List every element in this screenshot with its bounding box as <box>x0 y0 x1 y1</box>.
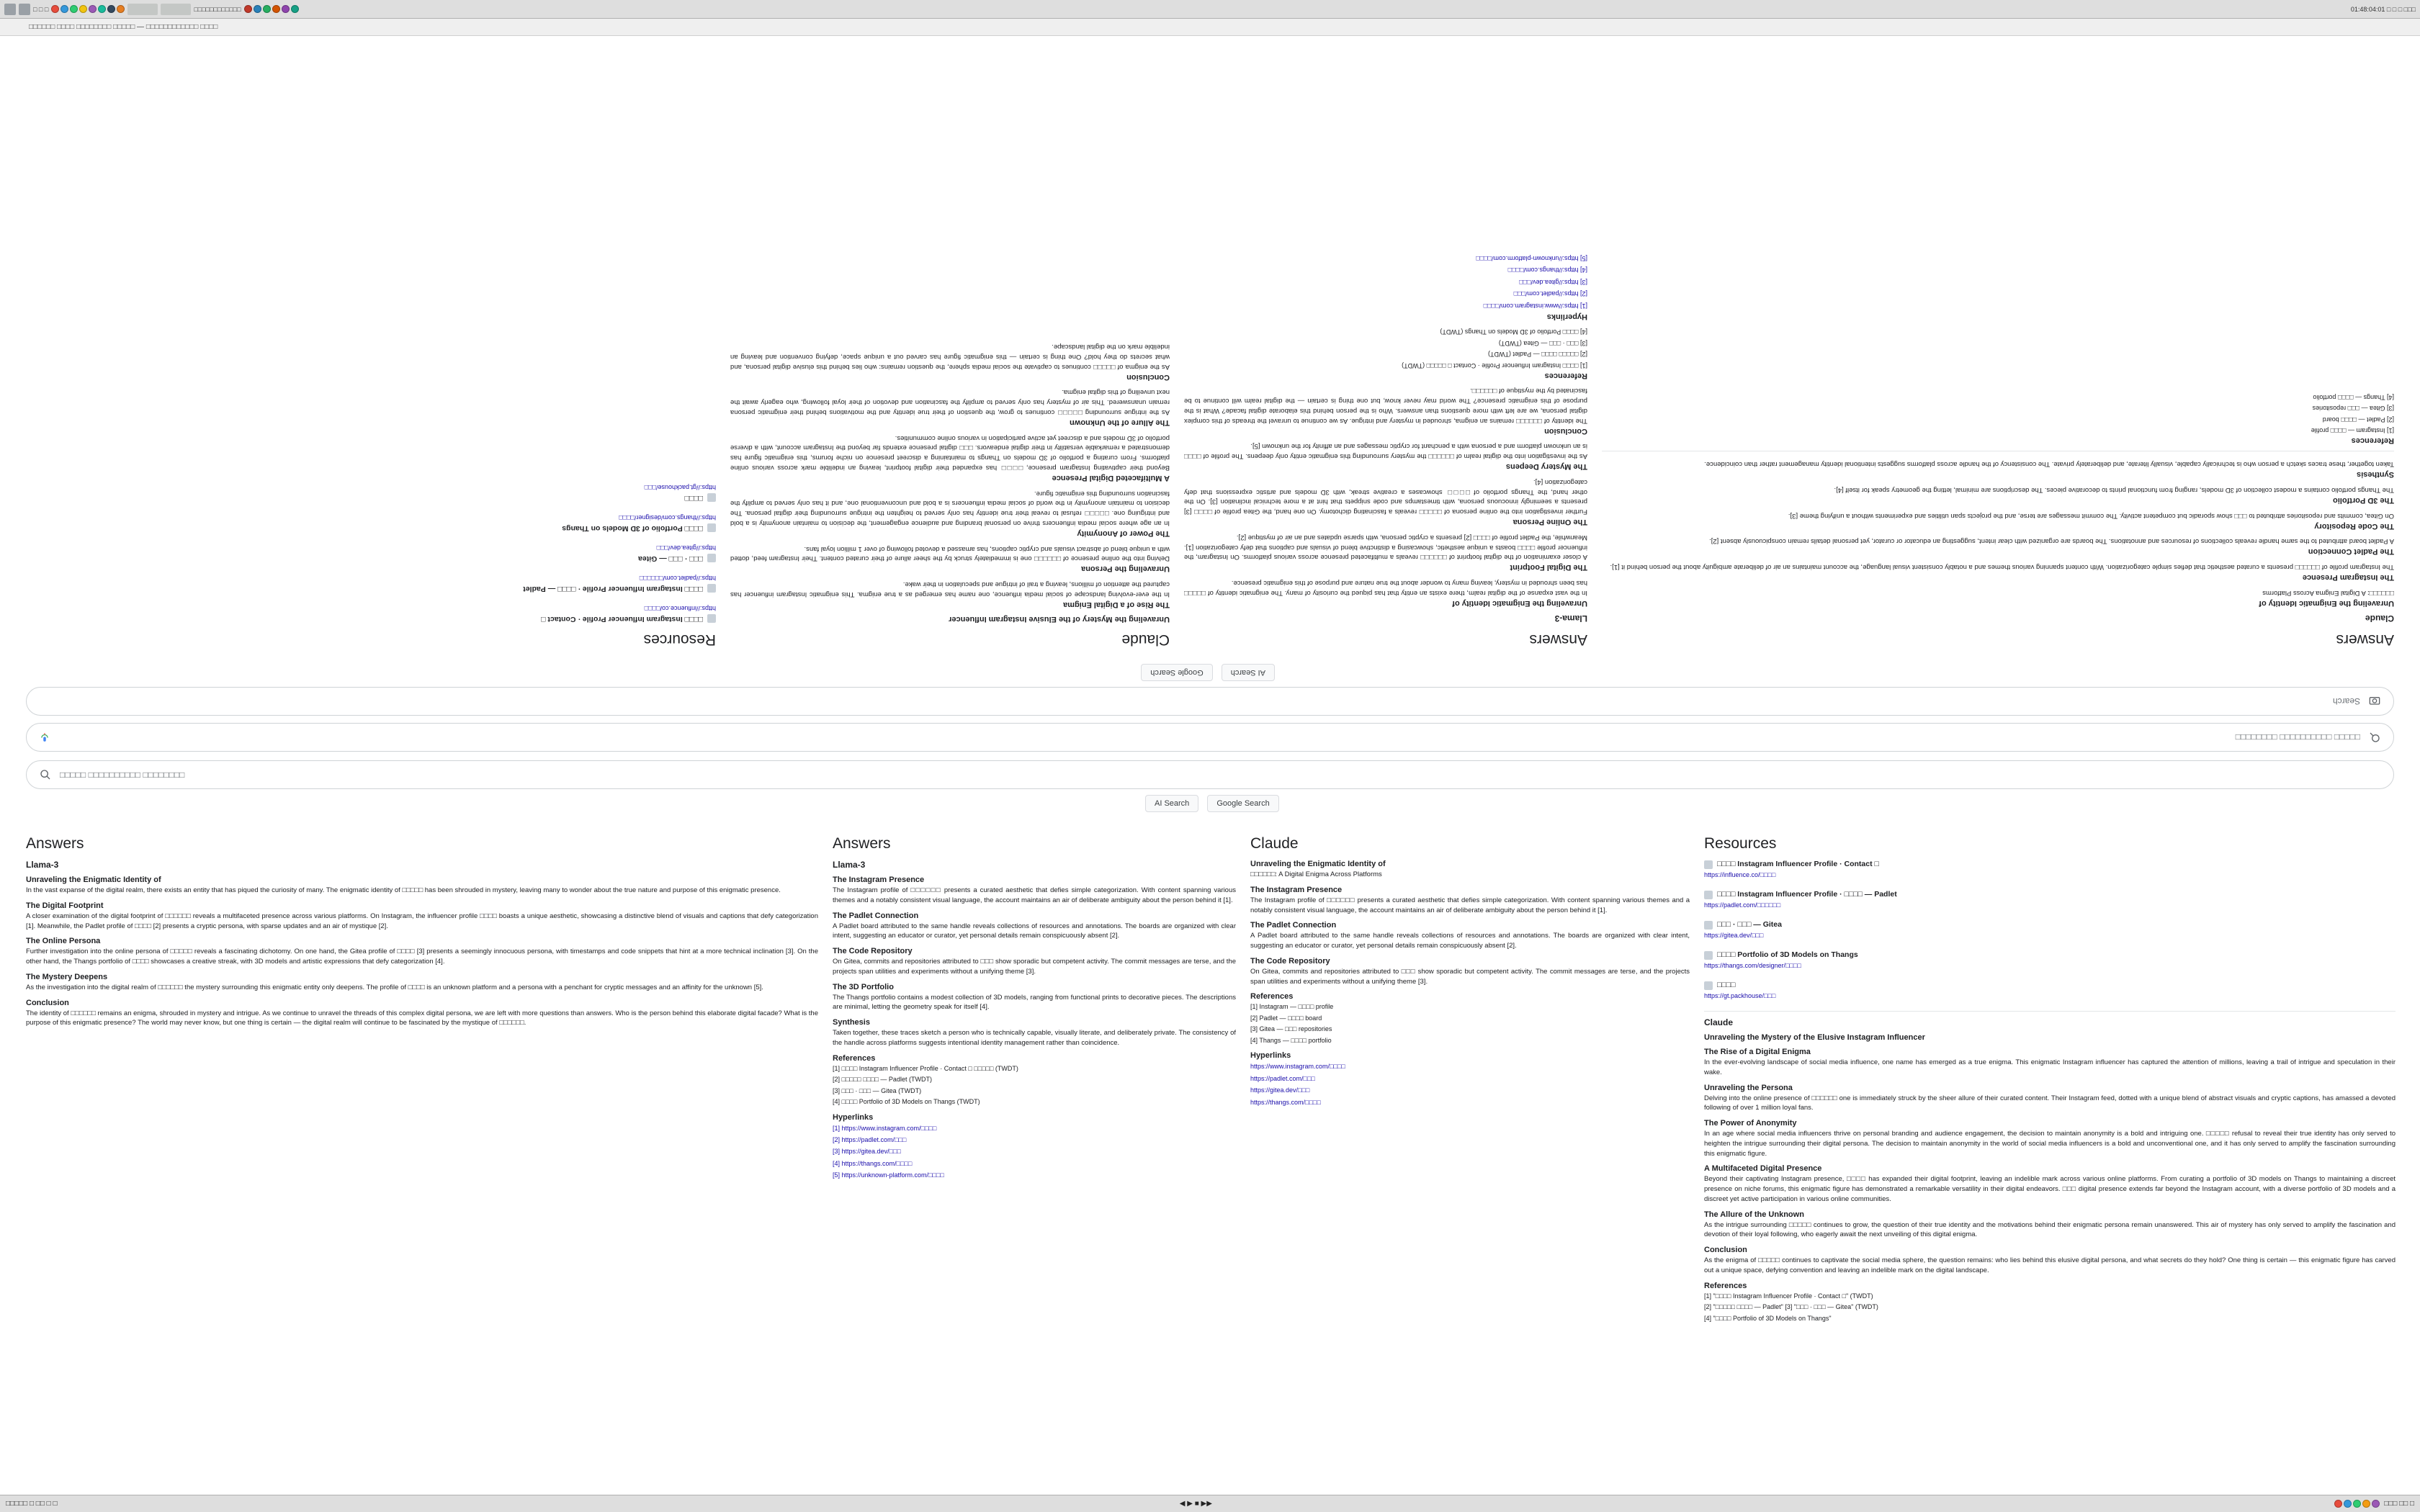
section-head: The Padlet Connection <box>2308 547 2394 557</box>
hyperlink-item[interactable]: https://www.instagram.com/□□□□ <box>1250 1063 1345 1071</box>
hyperlink-item[interactable]: https://padlet.com/□□□ <box>1250 1074 1315 1082</box>
app-icon[interactable] <box>4 4 16 15</box>
column-answers-b <box>1184 50 1587 648</box>
section-text: A Padlet board attributed to the same handle reveals collections of resources and annotations. The boards are organized with clear intent, suggesting an educator or curator, yet personal details remain conspicuously absent [2]. <box>1250 932 1690 950</box>
section-head: The Allure of the Unknown <box>1704 1210 1804 1219</box>
search-input-row-secondary[interactable] <box>26 687 2394 716</box>
hyperlink-item[interactable]: [5] https://unknown-platform.com/□□□□ <box>833 1171 944 1179</box>
resource-title[interactable]: □□□□ Instagram Influencer Profile · Contact □ <box>541 615 703 624</box>
resource-item[interactable] <box>1704 890 2396 909</box>
section-text: A Padlet board attributed to the same handle reveals collections of resources and annotations. The boards are organized with clear intent, suggesting an educator or curator, yet personal details remain conspicuously absent [2]. <box>1709 537 2394 546</box>
section-head: The Digital Footprint <box>26 901 104 910</box>
section-head: The Rise of a Digital Enigma <box>1704 1048 1811 1056</box>
answer-paragraph: □□□□□□: A Digital Enigma Across Platforms <box>1250 870 1382 878</box>
favicon-icon <box>707 584 716 593</box>
hyperlink-item[interactable]: [1] https://www.instagram.com/□□□□ <box>1483 302 1587 310</box>
reference-item: [4] □□□□ Portfolio of 3D Models on Thangs (TWDT) <box>833 1098 980 1106</box>
section-head: The Power of Anonymity <box>1077 528 1170 538</box>
reference-item: [1] □□□□ Instagram Influencer Profile · Contact □ □□□□□ (TWDT) <box>833 1064 1018 1072</box>
section-head: The Power of Anonymity <box>1704 1119 1797 1128</box>
section-text: The Instagram profile of □□□□□□ presents a curated aesthetic that defies simple categorization. With content spanning various themes and a notably consistent visual language, the account maintains an air of deliberate ambiguity about the person behind it [1]. <box>1610 563 2394 572</box>
model-name-llama-2: Llama-3 <box>833 860 866 870</box>
resource-item[interactable] <box>24 575 716 593</box>
section-head: Conclusion <box>1704 1246 1747 1255</box>
camera-icon <box>2369 696 2380 707</box>
taskbar-right-label: □□□ □□ □ <box>2384 1500 2415 1508</box>
reference-item: [3] Gitea — □□□ repositories <box>1250 1025 1332 1033</box>
taskbar-left-label: □□□□□ □ □□ □ □ <box>6 1500 58 1508</box>
hyperlink-item[interactable]: [2] https://padlet.com/□□□ <box>833 1136 907 1144</box>
model-name-llama: Llama-3 <box>26 860 59 870</box>
section-text: As the enigma of □□□□□ continues to captivate the social media sphere, the question remains: who lies behind this elusive digital persona, and what secrets do they hold? One thing is certain — this enigmatic figure has carved out a unique space, defying convention and leaving an indelible mark on the digital landscape. <box>1704 1256 2396 1274</box>
references-head: References <box>833 1053 876 1063</box>
content-columns <box>26 835 2394 1469</box>
google-search-button[interactable]: Google Search <box>1207 795 1278 812</box>
section-head: Conclusion <box>26 998 69 1007</box>
toolbar-button[interactable] <box>127 4 158 15</box>
reference-item: [2] "□□□□□ □□□□ — Padlet" [3] "□□□ · □□□ — Gitea" (TWDT) <box>1704 1303 1878 1311</box>
os-taskbar[interactable] <box>0 1495 2420 1512</box>
reference-item: [1] □□□□ Instagram Influencer Profile · Contact □ □□□□□ (TWDT) <box>1402 361 1587 369</box>
model-name: Claude <box>2365 613 2394 624</box>
reference-item: [1] Instagram — □□□□ profile <box>1250 1003 1334 1011</box>
answer-title: Unraveling the Mystery of the Elusive Instagram Influencer <box>1704 1033 1925 1042</box>
column-claude-answer <box>1250 835 1690 1469</box>
reference-list <box>1184 327 1587 370</box>
column-answers-llama <box>26 835 818 1469</box>
resources-heading: Resources <box>643 631 716 648</box>
hyperlinks-head: Hyperlinks <box>833 1112 874 1122</box>
page-region <box>0 756 2420 1495</box>
resource-item[interactable] <box>24 484 716 503</box>
section-head: Synthesis <box>833 1018 870 1027</box>
model-name-claude: Claude <box>1250 835 1299 852</box>
hyperlink-list[interactable] <box>1184 253 1587 311</box>
resource-title[interactable]: □□□□ Instagram Influencer Profile · □□□□ — Padlet <box>1717 890 1897 899</box>
resource-item[interactable] <box>24 544 716 563</box>
search-icon <box>2369 732 2380 743</box>
resource-item[interactable] <box>1704 981 2396 999</box>
tray-icons[interactable] <box>2334 1500 2380 1508</box>
search-area-mirror <box>26 687 2394 752</box>
section-text: In an age where social media influencers thrive on personal branding and audience engagement, the decision to maintain anonymity is a bold and intriguing one. □□□□□ refusal to reveal their true identity has only served to heighten the intrigue surrounding their digital persona. The decision to maintain anonymity in the world of social media influencers is a bold and unconventional one, and it has only served to amplify the fascination surrounding this enigmatic figure. <box>1704 1130 2396 1158</box>
references-head: References <box>1704 1281 1747 1290</box>
resource-url[interactable]: https://gitea.dev/□□□ <box>1704 932 1764 939</box>
section-text: On Gitea, commits and repositories attributed to □□□ show sporadic but competent activity. The commit messages are terse, and the projects span utilities and experiments without a unifying theme [3]. <box>1788 511 2394 520</box>
section-text: The identity of □□□□□□ remains an enigma, shrouded in mystery and intrigue. As we continue to unravel the threads of this complex digital persona, we are left with more questions than answers. Who is the person behind this elaborate digital facade? What is the purpose of this enigmatic presence? The world may never know, but one thing is certain — the digital realm will continue to be fascinated by the mystique of □□□□□□. <box>26 1009 818 1027</box>
resource-item[interactable] <box>24 514 716 533</box>
system-clock: 01:48:04:01 □ □ □ □□□ <box>2350 5 2416 13</box>
section-text: In the ever-evolving landscape of social media influence, one name has emerged as a true enigma. This enigmatic Instagram influencer has captured the attention of millions, leaving a trail of intrigue and speculation in their wake. <box>1704 1058 2396 1076</box>
section-head: The 3D Portfolio <box>2333 495 2394 505</box>
resource-title[interactable]: □□□ · □□□ — Gitea <box>638 554 703 563</box>
section-text: The Instagram profile of □□□□□□ presents a curated aesthetic that defies simple categorization. With content spanning various themes and a notably consistent visual language, the account maintains an air of deliberate ambiguity about the person behind it [1]. <box>833 886 1236 904</box>
resource-url[interactable]: https://gt.packhouse/□□□ <box>644 484 716 491</box>
mirrored-page-region <box>0 36 2420 756</box>
resource-url[interactable]: https://gt.packhouse/□□□ <box>1704 992 1776 999</box>
resource-title[interactable]: □□□□ Instagram Influencer Profile · Contact □ <box>1717 860 1879 868</box>
reference-list <box>1250 1002 1690 1045</box>
section-head: The Code Repository <box>2314 521 2394 531</box>
answers-heading: Answers <box>1529 631 1587 648</box>
section-head: A Multifaceted Digital Presence <box>1052 473 1170 482</box>
reference-item: [2] □□□□□ □□□□ — Padlet (TWDT) <box>833 1076 932 1084</box>
resource-item[interactable] <box>1704 920 2396 939</box>
resource-url[interactable]: https://padlet.com/□□□□□□ <box>1704 901 1781 909</box>
content-columns-mirror <box>26 50 2394 648</box>
section-text: The Thangs portfolio contains a modest collection of 3D models, ranging from functional prints to decorative pieces. The descriptions are minimal, letting the geometry speak for itself [4]. <box>1834 485 2394 494</box>
section-head: The Code Repository <box>833 947 913 956</box>
favicon-icon <box>707 493 716 502</box>
answer-paragraph: In the vast expanse of the digital realm, there exists an entity that has piqued the curiosity of many. The enigmatic identity of □□□□□ has been shrouded in mystery, leaving many to wonder about the true nature and purpose of this enigmatic presence. <box>26 886 781 894</box>
reference-item: [3] □□□ · □□□ — Gitea (TWDT) <box>833 1086 922 1094</box>
resource-url[interactable]: https://thangs.com/designer/□□□□ <box>1704 962 1801 969</box>
section-head: The 3D Portfolio <box>833 982 894 991</box>
section-text: Delving into the online presence of □□□□□□ one is immediately struck by the sheer allure of their curated content. Their Instagram feed, dotted with a unique blend of abstract visuals and cryptic captions, has amassed a devoted following of over 1 million loyal fans. <box>1704 1094 2396 1112</box>
hyperlink-item[interactable]: [3] https://gitea.dev/□□□ <box>1519 278 1587 286</box>
reference-item: [2] Padlet — □□□□ board <box>1250 1014 1322 1022</box>
reference-item: [4] □□□□ Portfolio of 3D Models on Thangs (TWDT) <box>1440 328 1587 336</box>
resource-item[interactable] <box>1704 950 2396 969</box>
page-normal <box>0 756 2420 1476</box>
references-head: References <box>1544 371 1587 380</box>
references-head: References <box>1250 992 1294 1002</box>
section-text: Beyond their captivating Instagram presence, □□□□ has expanded their digital footprint, leaving an indelible mark across various online platforms. From curating a portfolio of 3D models on Thangs to maintaining a discreet presence on niche forums, this enigmatic figure has demonstrated a remarkable versatility in their digital endeavors. □□□ digital presence extends far beyond the Instagram account, with a diverse portfolio of 3D models and a discreet yet active participation in various online communities. <box>1704 1175 2396 1203</box>
reference-item: [2] □□□□□ □□□□ — Padlet (TWDT) <box>1488 351 1587 359</box>
hyperlink-item[interactable]: [3] https://gitea.dev/□□□ <box>833 1148 901 1156</box>
section-text: As the enigma of □□□□□ continues to captivate the social media sphere, the question remains: who lies behind this elusive digital persona, and what secrets do they hold? One thing is certain — this enigmatic figure has carved out a unique space, defying convention and leaving an indelible mark on the digital landscape. <box>730 342 1170 371</box>
search-buttons-mirror[interactable] <box>1141 664 1275 681</box>
favicon-icon <box>707 614 716 623</box>
favicon-icon <box>1704 891 1713 899</box>
section-head: The Instagram Presence <box>1250 885 1343 894</box>
reference-list <box>833 1064 1236 1107</box>
toolbar-button[interactable] <box>161 4 191 15</box>
resource-url[interactable]: https://influence.co/□□□□ <box>644 605 716 612</box>
app-icon[interactable] <box>19 4 30 15</box>
answer-title: Unraveling the Enigmatic Identity of <box>2259 599 2394 608</box>
section-text: A Padlet board attributed to the same handle reveals collections of resources and annotations. The boards are organized with clear intent, suggesting an educator or curator, yet personal details remain conspicuously absent [2]. <box>833 922 1236 940</box>
column-references <box>833 835 1236 1469</box>
answer-title: Unraveling the Enigmatic Identity of <box>26 876 161 884</box>
section-head: The Allure of the Unknown <box>1070 418 1170 427</box>
reference-item: [1] Instagram — □□□□ profile <box>2311 427 2394 435</box>
favicon-icon <box>707 523 716 532</box>
reference-list <box>1602 392 2394 435</box>
hyperlinks-head: Hyperlinks <box>1546 312 1587 321</box>
resource-title[interactable]: □□□□ <box>1717 981 1736 989</box>
resource-title[interactable]: □□□□ Portfolio of 3D Models on Thangs <box>1717 950 1858 959</box>
section-text: As the investigation into the digital realm of □□□□□□ the mystery surrounding this enigmatic entity only deepens. The profile of □□□□ is an unknown platform and a persona with a penchant for cryptic messages and an affinity for the unknown [5]. <box>1184 442 1587 461</box>
answer-title: Unraveling the Enigmatic Identity of <box>1452 599 1587 608</box>
section-text: Taken together, these traces sketch a person who is technically capable, visually literate, and deliberately private. The consistency of the handle across platforms suggests intentional identity management rather than coincidence. <box>833 1029 1236 1047</box>
section-text: Delving into the online presence of □□□□□□ one is immediately struck by the sheer allure of their curated content. Their Instagram feed, dotted with a unique blend of abstract visuals and cryptic captions, has amassed a devoted following of over 1 million loyal fans. <box>730 544 1170 563</box>
hyperlink-list[interactable] <box>833 1123 1236 1181</box>
ai-search-button[interactable]: AI Search <box>1145 795 1198 812</box>
section-head: The Digital Footprint <box>1510 563 1587 572</box>
search-icon <box>40 769 51 780</box>
section-head: Unraveling the Persona <box>1704 1083 1793 1092</box>
answers-heading: Answers <box>2336 631 2394 648</box>
section-text: A closer examination of the digital footprint of □□□□□□ reveals a multifaceted presence across various platforms. On Instagram, the influencer profile □□□□ boasts a unique aesthetic, showcasing a distinctive blend of visuals and captions that defy categorization [1]. Meanwhile, the Padlet profile of □□□□ [2] presents a cryptic persona, with sparse updates and an air of mystique [2]. <box>26 912 818 930</box>
hyperlink-item[interactable]: [4] https://thangs.com/□□□□ <box>1507 266 1587 274</box>
answers-heading: Answers <box>26 835 84 852</box>
browser-tab-strip[interactable] <box>0 19 2420 36</box>
resource-title[interactable]: □□□ · □□□ — Gitea <box>1717 920 1782 929</box>
section-head: The Mystery Deepens <box>1505 462 1587 472</box>
hyperlink-list[interactable] <box>1250 1061 1690 1107</box>
section-text: The Instagram profile of □□□□□□ presents a curated aesthetic that defies simple categorization. With content spanning various themes and a notably consistent visual language, the account maintains an air of deliberate ambiguity about the person behind it [1]. <box>1250 896 1690 914</box>
answers-heading-2: Answers <box>833 835 891 852</box>
answer-title: Unraveling the Enigmatic Identity of <box>1250 860 1386 868</box>
reference-item: [2] Padlet — □□□□ board <box>2322 415 2394 423</box>
column-resources <box>24 50 716 648</box>
section-head: Synthesis <box>2357 470 2394 480</box>
favicon-icon <box>1704 951 1713 960</box>
resource-url[interactable]: https://padlet.com/□□□□□□ <box>639 575 716 582</box>
model-name-claude-long: Claude <box>1704 1017 1734 1027</box>
section-head: The Instagram Presence <box>833 876 925 884</box>
section-head: The Mystery Deepens <box>26 972 108 981</box>
section-head: The Online Persona <box>26 937 101 946</box>
section-text: Further investigation into the online persona of □□□□□ reveals a fascinating dichotomy. On one hand, the Gitea profile of □□□□ [3] presents a seemingly innocuous persona, with timestamps and code snippets that hint at a more technical inclination [3]. On the other hand, the Thangs portfolio of □□□□ showcases a creative streak, with 3D models and artistic expressions that defy categorization [4]. <box>1184 477 1587 516</box>
favicon-icon <box>1704 860 1713 869</box>
hyperlink-item[interactable]: [4] https://thangs.com/□□□□ <box>833 1159 913 1167</box>
google-search-button[interactable]: Google Search <box>1141 664 1212 681</box>
section-text: On Gitea, commits and repositories attributed to □□□ show sporadic but competent activity. The commit messages are terse, and the projects span utilities and experiments without a unifying theme [3]. <box>1250 967 1690 986</box>
microphone-icon[interactable] <box>40 731 50 744</box>
reference-item: [1] "□□□□ Instagram Influencer Profile · Contact □" (TWDT) <box>1704 1292 1873 1300</box>
favicon-icon <box>1704 921 1713 930</box>
reference-item: [4] "□□□□ Portfolio of 3D Models on Thangs" <box>1704 1314 1832 1322</box>
section-text: In the ever-evolving landscape of social media influence, one name has emerged as a true enigma. This enigmatic Instagram influencer has captured the attention of millions, leaving a trail of intrigue and speculation in their wake. <box>730 580 1170 598</box>
references-head: References <box>2351 436 2394 446</box>
topbar-center-label: □□□□□□□□□□□□ <box>194 5 241 13</box>
section-text: In an age where social media influencers thrive on personal branding and audience engagement, the decision to maintain anonymity is a bold and intriguing one. □□□□□ refusal to reveal their true identity has only served to heighten the intrigue surrounding their digital persona. The decision to maintain anonymity in the world of social media influencers is a bold and unconventional one, and it has only served to amplify the fascination surrounding this enigmatic figure. <box>730 489 1170 527</box>
search-input[interactable] <box>26 760 2394 789</box>
hyperlink-item[interactable]: [1] https://www.instagram.com/□□□□ <box>833 1124 937 1132</box>
section-head: A Multifaceted Digital Presence <box>1704 1164 1822 1174</box>
topbar-left-label: □ □ □ <box>33 5 49 13</box>
section-text: As the intrigue surrounding □□□□□ continues to grow, the question of their true identity and the motivations behind their enigmatic persona remain unanswered. This air of mystery has only served to amplify the fascination and devotion of their loyal following, who eagerly await the next unveiling of this digital enigma. <box>1704 1220 2396 1239</box>
section-head: The Instagram Presence <box>2302 573 2394 582</box>
search-area <box>26 760 2394 789</box>
section-head: The Padlet Connection <box>1250 921 1337 930</box>
search-buttons[interactable] <box>1145 795 1279 812</box>
reference-item: [3] □□□ · □□□ — Gitea (TWDT) <box>1498 339 1587 347</box>
search-query-text: □□□□□ □□□□□□□□□□ □□□□□□□□ <box>60 770 185 780</box>
section-text: The identity of □□□□□□ remains an enigma, shrouded in mystery and intrigue. As we continue to unravel the threads of this complex digital persona, we are left with more questions than answers. Who is the person behind this elaborate digital facade? What is the purpose of this enigmatic presence? The world may never know, but one thing is certain — the digital realm will continue to be fascinated by the mystique of □□□□□□. <box>1184 387 1587 425</box>
answer-paragraph: □□□□□□: A Digital Enigma Across Platforms <box>2262 589 2394 597</box>
reference-item: [3] Gitea — □□□ repositories <box>2312 405 2394 413</box>
resources-heading: Resources <box>1704 835 1777 852</box>
column-resources-main <box>1704 835 2396 1469</box>
color-swatch-group-2[interactable] <box>244 5 299 13</box>
tab-title: □□□□□□ □□□□ □□□□□□□□ □□□□□ — □□□□□□□□□□□□ □□□□ <box>29 23 218 31</box>
column-claude <box>730 50 1170 648</box>
hyperlink-item[interactable]: https://thangs.com/□□□□ <box>1250 1098 1321 1106</box>
search-placeholder-text: Search <box>2332 696 2360 706</box>
favicon-icon <box>707 554 716 562</box>
hyperlink-item[interactable]: [5] https://unknown-platform.com/□□□□ <box>1476 254 1587 262</box>
section-text: The Thangs portfolio contains a modest collection of 3D models, ranging from functional prints to decorative pieces. The descriptions are minimal, letting the geometry speak for itself [4]. <box>833 993 1236 1012</box>
reference-item: [4] Thangs — □□□□ portfolio <box>1250 1036 1332 1044</box>
section-text: A closer examination of the digital footprint of □□□□□□ reveals a multifaceted presence across various platforms. On Instagram, the influencer profile □□□□ boasts a unique aesthetic, showcasing a distinctive blend of visuals and captions that defy categorization [1]. Meanwhile, the Padlet profile of □□□□ [2] presents a cryptic persona, with sparse updates and an air of mystique [2]. <box>1184 533 1587 562</box>
section-text: Further investigation into the online persona of □□□□□ reveals a fascinating dichotomy. On one hand, the Gitea profile of □□□□ [3] presents a seemingly innocuous persona, with timestamps and code snippets that hint at a more technical inclination [3]. On the other hand, the Thangs portfolio of □□□□ showcases a creative streak, with 3D models and artistic expressions that defy categorization [4]. <box>26 948 818 966</box>
section-head: Unraveling the Persona <box>1081 564 1170 574</box>
color-swatch-group[interactable] <box>51 5 125 13</box>
search-input-row[interactable] <box>26 723 2394 752</box>
answer-paragraph: In the vast expanse of the digital realm, there exists an entity that has piqued the curiosity of many. The enigmatic identity of □□□□□ has been shrouded in mystery, leaving many to wonder about the true nature and purpose of this enigmatic presence. <box>1184 579 1587 597</box>
ai-search-button[interactable]: AI Search <box>1222 664 1275 681</box>
section-text: Beyond their captivating Instagram presence, □□□□ has expanded their digital footprint, leaving an indelible mark across various online platforms. From curating a portfolio of 3D models on Thangs to maintaining a discreet presence on niche forums, this enigmatic figure has demonstrated a remarkable versatility in their digital endeavors. □□□ digital presence extends far beyond the Instagram account, with a diverse portfolio of 3D models and a discreet yet active participation in various online communities. <box>730 433 1170 472</box>
os-top-bar <box>0 0 2420 19</box>
search-query-text: □□□□□ □□□□□□□□□□ □□□□□□□□ <box>2235 732 2360 742</box>
section-head: Conclusion <box>1126 372 1170 382</box>
resource-item[interactable] <box>24 605 716 624</box>
section-text: As the intrigue surrounding □□□□□ continues to grow, the question of their true identity and the motivations behind their enigmatic persona remain unanswered. This air of mystery has only served to amplify the fascination and devotion of their loyal following, who eagerly await the next unveiling of this digital enigma. <box>730 388 1170 416</box>
section-text: Taken together, these traces sketch a person who is technically capable, visually literate, and deliberately private. The consistency of the handle across platforms suggests intentional identity management rather than coincidence. <box>1704 460 2394 469</box>
reference-item: [4] Thangs — □□□□ portfolio <box>2313 393 2394 401</box>
answer-title: Unraveling the Mystery of the Elusive Instagram Influencer <box>949 615 1170 624</box>
resource-item[interactable] <box>1704 860 2396 878</box>
media-controls[interactable]: ◀ ▶ ■ ▶▶ <box>1179 1500 1212 1508</box>
section-head: Conclusion <box>1544 426 1587 436</box>
resource-url[interactable]: https://influence.co/□□□□ <box>1704 871 1776 878</box>
resource-title[interactable]: □□□□ Portfolio of 3D Models on Thangs <box>562 524 703 533</box>
hyperlink-item[interactable]: https://gitea.dev/□□□ <box>1250 1086 1310 1094</box>
section-head: The Code Repository <box>1250 956 1330 966</box>
hyperlink-item[interactable]: [2] https://padlet.com/□□□ <box>1513 290 1587 298</box>
model-name: Claude <box>1121 631 1170 648</box>
model-name: Llama-3 <box>1554 613 1587 624</box>
page-mirror <box>0 36 2420 756</box>
column-answers-a <box>1602 50 2394 648</box>
resource-url[interactable]: https://gitea.dev/□□□ <box>656 544 716 552</box>
section-head: The Rise of a Digital Enigma <box>1063 600 1170 609</box>
section-text: On Gitea, commits and repositories attributed to □□□ show sporadic but competent activity. The commit messages are terse, and the projects span utilities and experiments without a unifying theme [3]. <box>833 958 1236 976</box>
section-head: The Padlet Connection <box>833 911 919 920</box>
resource-title[interactable]: □□□□ Instagram Influencer Profile · □□□□ — Padlet <box>523 585 703 593</box>
favicon-icon <box>1704 981 1713 990</box>
reference-list <box>1704 1292 2396 1324</box>
section-head: The Online Persona <box>1512 518 1587 527</box>
hyperlinks-head: Hyperlinks <box>1250 1051 1291 1061</box>
resource-url[interactable]: https://thangs.com/designer/□□□□ <box>619 514 716 521</box>
section-text: As the investigation into the digital realm of □□□□□□ the mystery surrounding this enigmatic entity only deepens. The profile of □□□□ is an unknown platform and a persona with a penchant for cryptic messages and an affinity for the unknown [5]. <box>26 983 763 991</box>
resource-title[interactable]: □□□□ <box>684 494 703 503</box>
